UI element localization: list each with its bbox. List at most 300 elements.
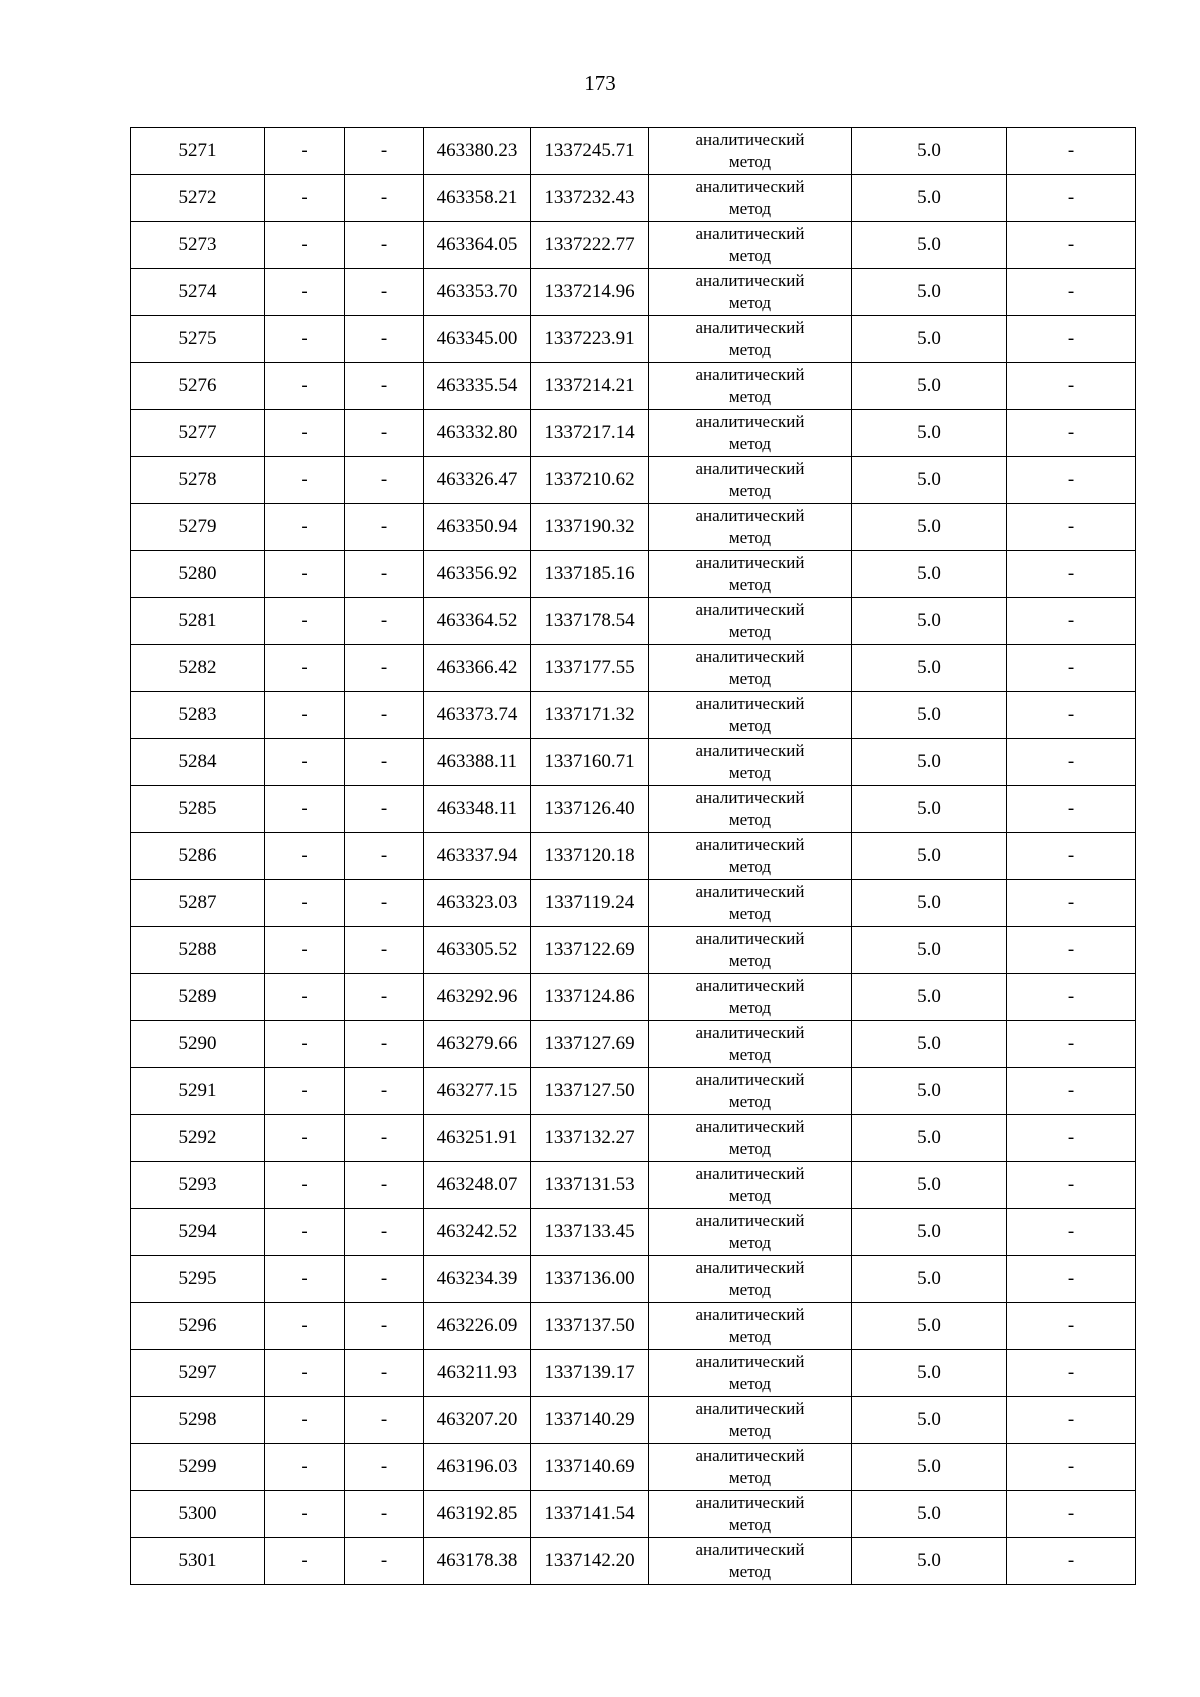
x-coordinate-cell: 463178.38 <box>424 1538 531 1585</box>
x-coordinate-cell: 463211.93 <box>424 1350 531 1397</box>
x-coordinate-cell: 463326.47 <box>424 457 531 504</box>
column-8-cell: - <box>1007 1068 1136 1115</box>
table-row <box>131 1444 1136 1491</box>
point-number-cell: 5294 <box>131 1209 265 1256</box>
method-cell <box>649 1491 852 1538</box>
column-8-cell: - <box>1007 175 1136 222</box>
y-coordinate-cell: 1337141.54 <box>531 1491 649 1538</box>
point-number-cell: 5282 <box>131 645 265 692</box>
column-8-cell: - <box>1007 410 1136 457</box>
column-2-cell: - <box>265 363 345 410</box>
point-number-cell: 5291 <box>131 1068 265 1115</box>
column-2-cell: - <box>265 1068 345 1115</box>
method-line-2: метод <box>728 293 772 312</box>
table-row <box>131 316 1136 363</box>
column-2-cell: - <box>265 551 345 598</box>
method-cell <box>649 316 852 363</box>
method-line-2: метод <box>728 1562 772 1581</box>
point-number-cell: 5288 <box>131 927 265 974</box>
table-row <box>131 551 1136 598</box>
method-line-2: метод <box>728 246 772 265</box>
method-cell <box>649 363 852 410</box>
column-8-cell: - <box>1007 269 1136 316</box>
column-3-cell: - <box>345 410 424 457</box>
table-row <box>131 1538 1136 1585</box>
column-2-cell: - <box>265 1303 345 1350</box>
method-line-2: метод <box>728 152 772 171</box>
x-coordinate-cell: 463364.52 <box>424 598 531 645</box>
accuracy-cell: 5.0 <box>852 598 1007 645</box>
point-number-cell: 5297 <box>131 1350 265 1397</box>
method-line-2: метод <box>728 1280 772 1299</box>
column-8-cell: - <box>1007 645 1136 692</box>
method-line-1: аналитический <box>695 318 805 337</box>
point-number-cell: 5281 <box>131 598 265 645</box>
y-coordinate-cell: 1337127.69 <box>531 1021 649 1068</box>
table-row <box>131 598 1136 645</box>
y-coordinate-cell: 1337131.53 <box>531 1162 649 1209</box>
accuracy-cell: 5.0 <box>852 316 1007 363</box>
x-coordinate-cell: 463226.09 <box>424 1303 531 1350</box>
column-2-cell: - <box>265 316 345 363</box>
column-2-cell: - <box>265 128 345 175</box>
point-number-cell: 5277 <box>131 410 265 457</box>
column-8-cell: - <box>1007 1115 1136 1162</box>
column-3-cell: - <box>345 880 424 927</box>
column-8-cell: - <box>1007 692 1136 739</box>
method-line-1: аналитический <box>695 1164 805 1183</box>
column-3-cell: - <box>345 1491 424 1538</box>
point-number-cell: 5275 <box>131 316 265 363</box>
column-8-cell: - <box>1007 1397 1136 1444</box>
method-line-1: аналитический <box>695 177 805 196</box>
x-coordinate-cell: 463380.23 <box>424 128 531 175</box>
accuracy-cell: 5.0 <box>852 645 1007 692</box>
table-row <box>131 1256 1136 1303</box>
column-3-cell: - <box>345 1256 424 1303</box>
method-cell <box>649 1021 852 1068</box>
x-coordinate-cell: 463192.85 <box>424 1491 531 1538</box>
column-2-cell: - <box>265 457 345 504</box>
accuracy-cell: 5.0 <box>852 1397 1007 1444</box>
x-coordinate-cell: 463207.20 <box>424 1397 531 1444</box>
column-2-cell: - <box>265 1256 345 1303</box>
method-line-1: аналитический <box>695 1493 805 1512</box>
accuracy-cell: 5.0 <box>852 739 1007 786</box>
method-line-2: метод <box>728 763 772 782</box>
accuracy-cell: 5.0 <box>852 504 1007 551</box>
table-row <box>131 927 1136 974</box>
point-number-cell: 5289 <box>131 974 265 1021</box>
column-2-cell: - <box>265 739 345 786</box>
method-cell <box>649 457 852 504</box>
column-3-cell: - <box>345 551 424 598</box>
method-cell <box>649 833 852 880</box>
method-line-1: аналитический <box>695 506 805 525</box>
column-8-cell: - <box>1007 880 1136 927</box>
accuracy-cell: 5.0 <box>852 222 1007 269</box>
method-line-1: аналитический <box>695 459 805 478</box>
column-2-cell: - <box>265 645 345 692</box>
x-coordinate-cell: 463364.05 <box>424 222 531 269</box>
x-coordinate-cell: 463332.80 <box>424 410 531 457</box>
accuracy-cell: 5.0 <box>852 1256 1007 1303</box>
table-row <box>131 222 1136 269</box>
column-2-cell: - <box>265 1021 345 1068</box>
method-cell <box>649 175 852 222</box>
column-8-cell: - <box>1007 128 1136 175</box>
column-2-cell: - <box>265 880 345 927</box>
table-row <box>131 1491 1136 1538</box>
method-cell <box>649 1397 852 1444</box>
method-line-2: метод <box>728 575 772 594</box>
x-coordinate-cell: 463366.42 <box>424 645 531 692</box>
point-number-cell: 5290 <box>131 1021 265 1068</box>
point-number-cell: 5295 <box>131 1256 265 1303</box>
accuracy-cell: 5.0 <box>852 1209 1007 1256</box>
column-3-cell: - <box>345 1209 424 1256</box>
column-3-cell: - <box>345 1350 424 1397</box>
y-coordinate-cell: 1337133.45 <box>531 1209 649 1256</box>
method-cell <box>649 1350 852 1397</box>
method-cell <box>649 598 852 645</box>
accuracy-cell: 5.0 <box>852 974 1007 1021</box>
column-3-cell: - <box>345 598 424 645</box>
method-line-1: аналитический <box>695 1211 805 1230</box>
method-line-2: метод <box>728 857 772 876</box>
y-coordinate-cell: 1337120.18 <box>531 833 649 880</box>
method-cell <box>649 1303 852 1350</box>
method-line-1: аналитический <box>695 835 805 854</box>
y-coordinate-cell: 1337122.69 <box>531 927 649 974</box>
column-2-cell: - <box>265 1538 345 1585</box>
table-body <box>131 128 1136 1585</box>
accuracy-cell: 5.0 <box>852 1444 1007 1491</box>
column-8-cell: - <box>1007 1303 1136 1350</box>
column-2-cell: - <box>265 222 345 269</box>
accuracy-cell: 5.0 <box>852 786 1007 833</box>
x-coordinate-cell: 463353.70 <box>424 269 531 316</box>
point-number-cell: 5299 <box>131 1444 265 1491</box>
method-cell <box>649 504 852 551</box>
column-2-cell: - <box>265 410 345 457</box>
accuracy-cell: 5.0 <box>852 1350 1007 1397</box>
y-coordinate-cell: 1337245.71 <box>531 128 649 175</box>
method-cell <box>649 645 852 692</box>
point-number-cell: 5273 <box>131 222 265 269</box>
column-8-cell: - <box>1007 222 1136 269</box>
method-cell <box>649 1256 852 1303</box>
table-row <box>131 880 1136 927</box>
method-cell <box>649 739 852 786</box>
accuracy-cell: 5.0 <box>852 175 1007 222</box>
y-coordinate-cell: 1337178.54 <box>531 598 649 645</box>
method-line-2: метод <box>728 669 772 688</box>
y-coordinate-cell: 1337223.91 <box>531 316 649 363</box>
y-coordinate-cell: 1337190.32 <box>531 504 649 551</box>
x-coordinate-cell: 463356.92 <box>424 551 531 598</box>
method-line-2: метод <box>728 1468 772 1487</box>
method-line-2: метод <box>728 340 772 359</box>
method-cell <box>649 551 852 598</box>
column-2-cell: - <box>265 1491 345 1538</box>
point-number-cell: 5278 <box>131 457 265 504</box>
coordinates-table <box>130 127 1136 1585</box>
accuracy-cell: 5.0 <box>852 833 1007 880</box>
method-line-1: аналитический <box>695 1399 805 1418</box>
x-coordinate-cell: 463279.66 <box>424 1021 531 1068</box>
accuracy-cell: 5.0 <box>852 692 1007 739</box>
column-3-cell: - <box>345 363 424 410</box>
column-8-cell: - <box>1007 316 1136 363</box>
point-number-cell: 5285 <box>131 786 265 833</box>
method-cell <box>649 410 852 457</box>
method-cell <box>649 880 852 927</box>
column-3-cell: - <box>345 128 424 175</box>
y-coordinate-cell: 1337140.69 <box>531 1444 649 1491</box>
table-row <box>131 1068 1136 1115</box>
table-row <box>131 504 1136 551</box>
method-line-1: аналитический <box>695 1023 805 1042</box>
method-line-2: метод <box>728 434 772 453</box>
accuracy-cell: 5.0 <box>852 269 1007 316</box>
y-coordinate-cell: 1337177.55 <box>531 645 649 692</box>
column-2-cell: - <box>265 1397 345 1444</box>
method-line-2: метод <box>728 810 772 829</box>
method-line-2: метод <box>728 1092 772 1111</box>
accuracy-cell: 5.0 <box>852 410 1007 457</box>
table-row <box>131 692 1136 739</box>
column-3-cell: - <box>345 1115 424 1162</box>
x-coordinate-cell: 463277.15 <box>424 1068 531 1115</box>
column-2-cell: - <box>265 1209 345 1256</box>
column-2-cell: - <box>265 1162 345 1209</box>
method-line-1: аналитический <box>695 412 805 431</box>
table-row <box>131 457 1136 504</box>
column-8-cell: - <box>1007 363 1136 410</box>
accuracy-cell: 5.0 <box>852 1491 1007 1538</box>
column-2-cell: - <box>265 1350 345 1397</box>
table-row <box>131 1350 1136 1397</box>
method-line-2: метод <box>728 1139 772 1158</box>
table-row <box>131 175 1136 222</box>
method-line-1: аналитический <box>695 694 805 713</box>
method-line-1: аналитический <box>695 788 805 807</box>
table-row <box>131 786 1136 833</box>
method-cell <box>649 1444 852 1491</box>
table-row <box>131 1162 1136 1209</box>
column-3-cell: - <box>345 1021 424 1068</box>
y-coordinate-cell: 1337136.00 <box>531 1256 649 1303</box>
table-row <box>131 128 1136 175</box>
point-number-cell: 5280 <box>131 551 265 598</box>
method-line-1: аналитический <box>695 929 805 948</box>
x-coordinate-cell: 463373.74 <box>424 692 531 739</box>
y-coordinate-cell: 1337126.40 <box>531 786 649 833</box>
column-8-cell: - <box>1007 739 1136 786</box>
point-number-cell: 5279 <box>131 504 265 551</box>
method-line-1: аналитический <box>695 1070 805 1089</box>
point-number-cell: 5272 <box>131 175 265 222</box>
x-coordinate-cell: 463196.03 <box>424 1444 531 1491</box>
method-line-1: аналитический <box>695 271 805 290</box>
table-row <box>131 739 1136 786</box>
point-number-cell: 5284 <box>131 739 265 786</box>
method-line-1: аналитический <box>695 741 805 760</box>
column-8-cell: - <box>1007 504 1136 551</box>
column-8-cell: - <box>1007 457 1136 504</box>
column-2-cell: - <box>265 692 345 739</box>
method-line-1: аналитический <box>695 1540 805 1559</box>
accuracy-cell: 5.0 <box>852 880 1007 927</box>
x-coordinate-cell: 463358.21 <box>424 175 531 222</box>
y-coordinate-cell: 1337214.96 <box>531 269 649 316</box>
method-line-2: метод <box>728 904 772 923</box>
column-8-cell: - <box>1007 927 1136 974</box>
y-coordinate-cell: 1337222.77 <box>531 222 649 269</box>
point-number-cell: 5283 <box>131 692 265 739</box>
method-line-2: метод <box>728 199 772 218</box>
method-line-1: аналитический <box>695 1352 805 1371</box>
point-number-cell: 5287 <box>131 880 265 927</box>
column-2-cell: - <box>265 974 345 1021</box>
column-2-cell: - <box>265 1115 345 1162</box>
method-line-1: аналитический <box>695 882 805 901</box>
column-3-cell: - <box>345 316 424 363</box>
point-number-cell: 5301 <box>131 1538 265 1585</box>
x-coordinate-cell: 463348.11 <box>424 786 531 833</box>
column-3-cell: - <box>345 1397 424 1444</box>
column-3-cell: - <box>345 1538 424 1585</box>
column-2-cell: - <box>265 927 345 974</box>
y-coordinate-cell: 1337185.16 <box>531 551 649 598</box>
method-cell <box>649 269 852 316</box>
column-3-cell: - <box>345 269 424 316</box>
column-3-cell: - <box>345 833 424 880</box>
x-coordinate-cell: 463337.94 <box>424 833 531 880</box>
method-line-2: метод <box>728 716 772 735</box>
method-line-2: метод <box>728 1515 772 1534</box>
table-row <box>131 1397 1136 1444</box>
table-row <box>131 1021 1136 1068</box>
column-2-cell: - <box>265 598 345 645</box>
page-number: 173 <box>584 71 616 95</box>
accuracy-cell: 5.0 <box>852 1068 1007 1115</box>
column-3-cell: - <box>345 1444 424 1491</box>
point-number-cell: 5292 <box>131 1115 265 1162</box>
column-8-cell: - <box>1007 1444 1136 1491</box>
method-line-1: аналитический <box>695 1117 805 1136</box>
column-2-cell: - <box>265 504 345 551</box>
column-3-cell: - <box>345 927 424 974</box>
column-8-cell: - <box>1007 598 1136 645</box>
method-line-2: метод <box>728 387 772 406</box>
column-2-cell: - <box>265 175 345 222</box>
method-cell <box>649 222 852 269</box>
column-3-cell: - <box>345 1303 424 1350</box>
y-coordinate-cell: 1337137.50 <box>531 1303 649 1350</box>
method-cell <box>649 927 852 974</box>
table-row <box>131 363 1136 410</box>
column-3-cell: - <box>345 1068 424 1115</box>
method-line-1: аналитический <box>695 600 805 619</box>
method-cell <box>649 974 852 1021</box>
method-line-1: аналитический <box>695 1258 805 1277</box>
column-2-cell: - <box>265 786 345 833</box>
y-coordinate-cell: 1337139.17 <box>531 1350 649 1397</box>
method-line-2: метод <box>728 481 772 500</box>
column-2-cell: - <box>265 1444 345 1491</box>
method-line-1: аналитический <box>695 553 805 572</box>
table-row <box>131 645 1136 692</box>
column-8-cell: - <box>1007 1491 1136 1538</box>
y-coordinate-cell: 1337217.14 <box>531 410 649 457</box>
method-line-2: метод <box>728 1233 772 1252</box>
table-row <box>131 1303 1136 1350</box>
y-coordinate-cell: 1337132.27 <box>531 1115 649 1162</box>
column-3-cell: - <box>345 974 424 1021</box>
column-3-cell: - <box>345 739 424 786</box>
accuracy-cell: 5.0 <box>852 457 1007 504</box>
method-line-2: метод <box>728 622 772 641</box>
column-8-cell: - <box>1007 1021 1136 1068</box>
point-number-cell: 5271 <box>131 128 265 175</box>
column-8-cell: - <box>1007 974 1136 1021</box>
y-coordinate-cell: 1337210.62 <box>531 457 649 504</box>
accuracy-cell: 5.0 <box>852 1021 1007 1068</box>
method-line-2: метод <box>728 998 772 1017</box>
method-line-1: аналитический <box>695 224 805 243</box>
column-8-cell: - <box>1007 1538 1136 1585</box>
y-coordinate-cell: 1337119.24 <box>531 880 649 927</box>
point-number-cell: 5276 <box>131 363 265 410</box>
table-row <box>131 269 1136 316</box>
accuracy-cell: 5.0 <box>852 1538 1007 1585</box>
table-row <box>131 974 1136 1021</box>
column-8-cell: - <box>1007 833 1136 880</box>
accuracy-cell: 5.0 <box>852 551 1007 598</box>
table-row <box>131 410 1136 457</box>
x-coordinate-cell: 463248.07 <box>424 1162 531 1209</box>
column-3-cell: - <box>345 1162 424 1209</box>
method-cell <box>649 1068 852 1115</box>
method-line-1: аналитический <box>695 365 805 384</box>
method-cell <box>649 692 852 739</box>
y-coordinate-cell: 1337124.86 <box>531 974 649 1021</box>
column-8-cell: - <box>1007 786 1136 833</box>
column-3-cell: - <box>345 692 424 739</box>
method-cell <box>649 1162 852 1209</box>
column-3-cell: - <box>345 175 424 222</box>
method-line-2: метод <box>728 1327 772 1346</box>
point-number-cell: 5274 <box>131 269 265 316</box>
column-3-cell: - <box>345 645 424 692</box>
x-coordinate-cell: 463234.39 <box>424 1256 531 1303</box>
point-number-cell: 5298 <box>131 1397 265 1444</box>
column-2-cell: - <box>265 269 345 316</box>
point-number-cell: 5296 <box>131 1303 265 1350</box>
column-3-cell: - <box>345 457 424 504</box>
x-coordinate-cell: 463350.94 <box>424 504 531 551</box>
column-8-cell: - <box>1007 1162 1136 1209</box>
x-coordinate-cell: 463292.96 <box>424 974 531 1021</box>
x-coordinate-cell: 463323.03 <box>424 880 531 927</box>
column-2-cell: - <box>265 833 345 880</box>
method-line-2: метод <box>728 1045 772 1064</box>
point-number-cell: 5300 <box>131 1491 265 1538</box>
table-row <box>131 1115 1136 1162</box>
method-cell <box>649 786 852 833</box>
